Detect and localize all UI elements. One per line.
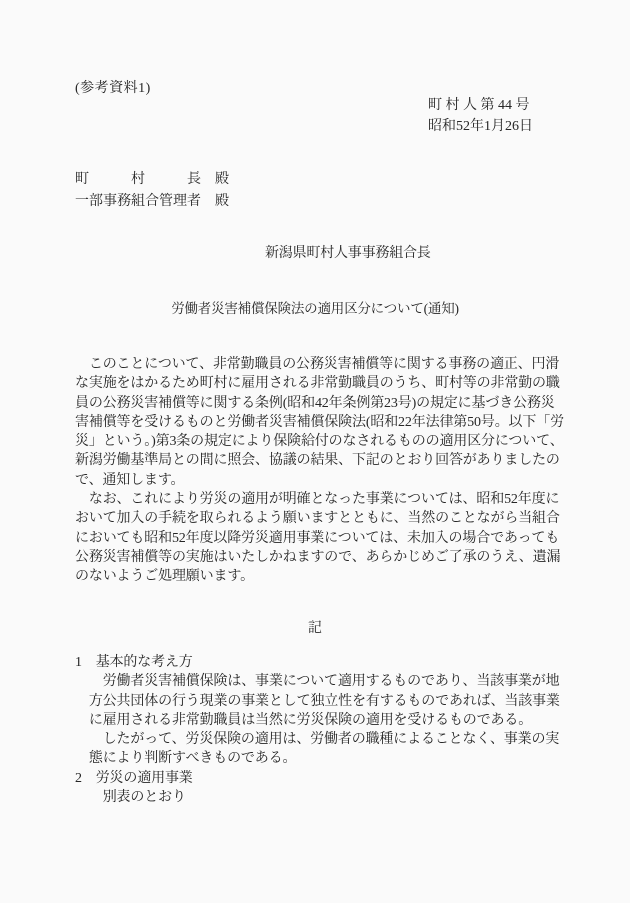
- section-line: に雇用される非常勤職員は当然に労災保険の適用を受けるものである。: [75, 712, 533, 728]
- body-line: おいて加入の手続を取られるよう願いますとともに、当然のことながら当組合: [75, 511, 560, 527]
- document-title: 労働者災害補償保険法の適用区分について(通知): [171, 301, 459, 316]
- body-line: で、通知します。: [75, 472, 185, 488]
- body-line: 災」という。)第3条の規定により保険給付のなされるものの適用区分について、: [75, 434, 564, 450]
- section-heading-1: 1 基本的な考え方: [75, 655, 193, 670]
- section-line: 態により判断すべきものである。: [75, 751, 297, 767]
- section-line: 別表のとおり: [75, 790, 186, 806]
- body-line: このことについて、非常勤職員の公務災害補償等に関する事務の適正、円滑: [75, 357, 560, 372]
- section-line: 労働者災害補償保険は、事業について適用するものであり、当該事業が地: [75, 674, 560, 690]
- section-heading-2: 2 労災の適用事業: [75, 770, 193, 786]
- sections-text: [75, 653, 560, 807]
- addressee-line-union-manager: 一部事務組合管理者 殿: [75, 194, 229, 209]
- section-line: 方公共団体の行う現業の事業として独立性を有するものであれば、当該事業: [75, 693, 560, 709]
- body-text: [75, 355, 564, 587]
- body-line: 新潟労働基準局との間に照会、協議の結果、下記のとおり回答がありましたの: [75, 453, 560, 469]
- body-line: な実施をはかるため町村に雇用される非常勤職員のうち、町村等の非常勤の職: [75, 376, 560, 392]
- doc-number: 町 村 人 第 44 号: [428, 98, 530, 113]
- doc-number-block: [428, 95, 533, 137]
- reference-label: (参考資料1): [75, 81, 151, 96]
- body-line: 害補償等を受けるものと労働者災害補償保険法(昭和22年法律第50号。以下「労: [75, 414, 564, 430]
- record-marker-ki: 記: [308, 621, 322, 636]
- body-line: 員の公務災害補償等に関する条例(昭和42年条例第23号)の規定に基づき公務災: [75, 395, 555, 411]
- doc-date: 昭和52年1月26日: [428, 119, 533, 134]
- body-line: 公務災害補償等の実施はいたしかねますので、あらかじめご了承のうえ、遺漏: [75, 549, 561, 565]
- sender-name: 新潟県町村人事事務組合長: [265, 246, 431, 261]
- body-line: なお、これにより労災の適用が明確となった事業については、昭和52年度に: [75, 492, 560, 508]
- section-line: したがって、労災保険の適用は、労働者の職種によることなく、事業の実: [75, 732, 560, 748]
- addressee-block: [75, 169, 229, 213]
- addressee-line-mayor: 町 村 長 殿: [75, 172, 229, 187]
- body-line: においても昭和52年度以降労災適用事業については、未加入の場合であっても: [75, 530, 560, 546]
- body-line: のないようご処理願います。: [75, 569, 254, 585]
